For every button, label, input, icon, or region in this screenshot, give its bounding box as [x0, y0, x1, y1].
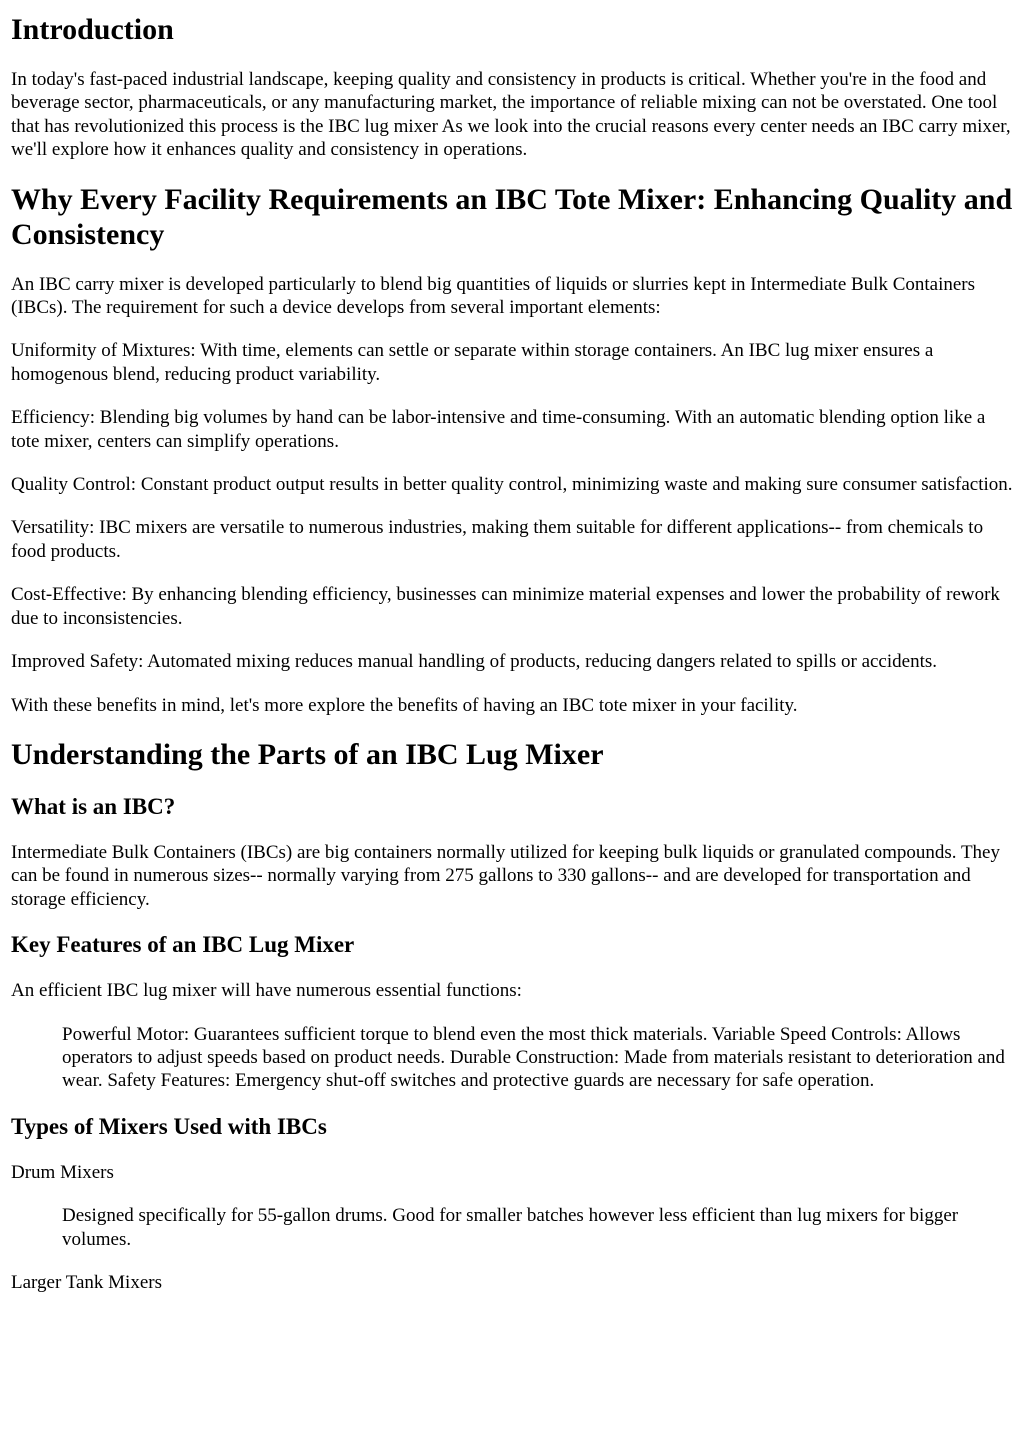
paragraph-improved-safety: Improved Safety: Automated mixing reduces manual handling of products, reducing dangers related to spills or accidents. — [11, 651, 937, 673]
heading-what-is-ibc: What is an IBC? — [11, 793, 176, 819]
paragraph-larger-tank-mixers: Larger Tank Mixers — [11, 1271, 162, 1293]
paragraph-uniformity: Uniformity of Mixtures: With time, elements can settle or separate within storage containers. An IBC lug mixer ensures a homogenous blend, reducing product variability. — [11, 340, 934, 385]
heading-why-every-facility: Why Every Facility Requirements an IBC Tote Mixer: Enhancing Quality and Consistency — [11, 182, 1013, 251]
paragraph-efficiency: Efficiency: Blending big volumes by hand can be labor-intensive and time-consuming. With an automatic blending option like a tote mixer, centers can simplify operations. — [11, 407, 986, 452]
paragraph-introduction: In today's fast-paced industrial landscape, keeping quality and consistency in products is critical. Whether you're in the food and beverage sector, pharmaceuticals, or any manufacturing market, the importance of reliable mixing can not be overstated. One tool that has revolutionized this process is the IBC lug mixer As we look into the crucial reasons every center needs an IBC carry mixer, we'll explore how it enhances quality and consistency in operations. — [11, 69, 1011, 161]
paragraph-versatility: Versatility: IBC mixers are versatile to numerous industries, making them suitable for different applications-- from chemicals to food products. — [11, 517, 984, 562]
paragraph-benefits-summary: With these benefits in mind, let's more explore the benefits of having an IBC tote mixer in your facility. — [11, 694, 798, 716]
paragraph-quality-control: Quality Control: Constant product output results in better quality control, minimizing waste and making sure consumer satisfaction. — [11, 474, 1013, 496]
heading-key-features: Key Features of an IBC Lug Mixer — [11, 932, 355, 958]
heading-introduction: Introduction — [11, 13, 174, 46]
blockquote-drum-mixers: Designed specifically for 55-gallon drums. Good for smaller batches however less efficient than lug mixers for bigger volumes. — [62, 1205, 959, 1250]
paragraph-why-intro: An IBC carry mixer is developed particularly to blend big quantities of liquids or slurries kept in Intermediate Bulk Containers (IBCs). The requirement for such a device develops from several important elements: — [11, 273, 976, 319]
blockquote-key-features: Powerful Motor: Guarantees sufficient torque to blend even the most thick materials. Variable Speed Controls: Allows operators to adjust speeds based on product needs. Durable Construction: Made from materials resistant to deterioration and wear. Safety Features: Emergency shut-off switches and protective guards are necessary for safe operation. — [62, 1023, 1005, 1092]
paragraph-what-is-ibc: Intermediate Bulk Containers (IBCs) are big containers normally utilized for keeping bulk liquids or granulated compounds. They can be found in numerous sizes-- normally varying from 275 gallons to 330 gallons-- and are developed for transportation and storage efficiency. — [11, 841, 1000, 910]
heading-understanding-parts: Understanding the Parts of an IBC Lug Mixer — [11, 737, 604, 771]
heading-types-of-mixers: Types of Mixers Used with IBCs — [11, 1113, 327, 1139]
paragraph-cost-effective: Cost-Effective: By enhancing blending efficiency, businesses can minimize material expenses and lower the probability of rework due to inconsistencies. — [11, 584, 1000, 629]
paragraph-drum-mixers: Drum Mixers — [11, 1161, 114, 1183]
paragraph-key-features: An efficient IBC lug mixer will have numerous essential functions: — [11, 980, 522, 1002]
